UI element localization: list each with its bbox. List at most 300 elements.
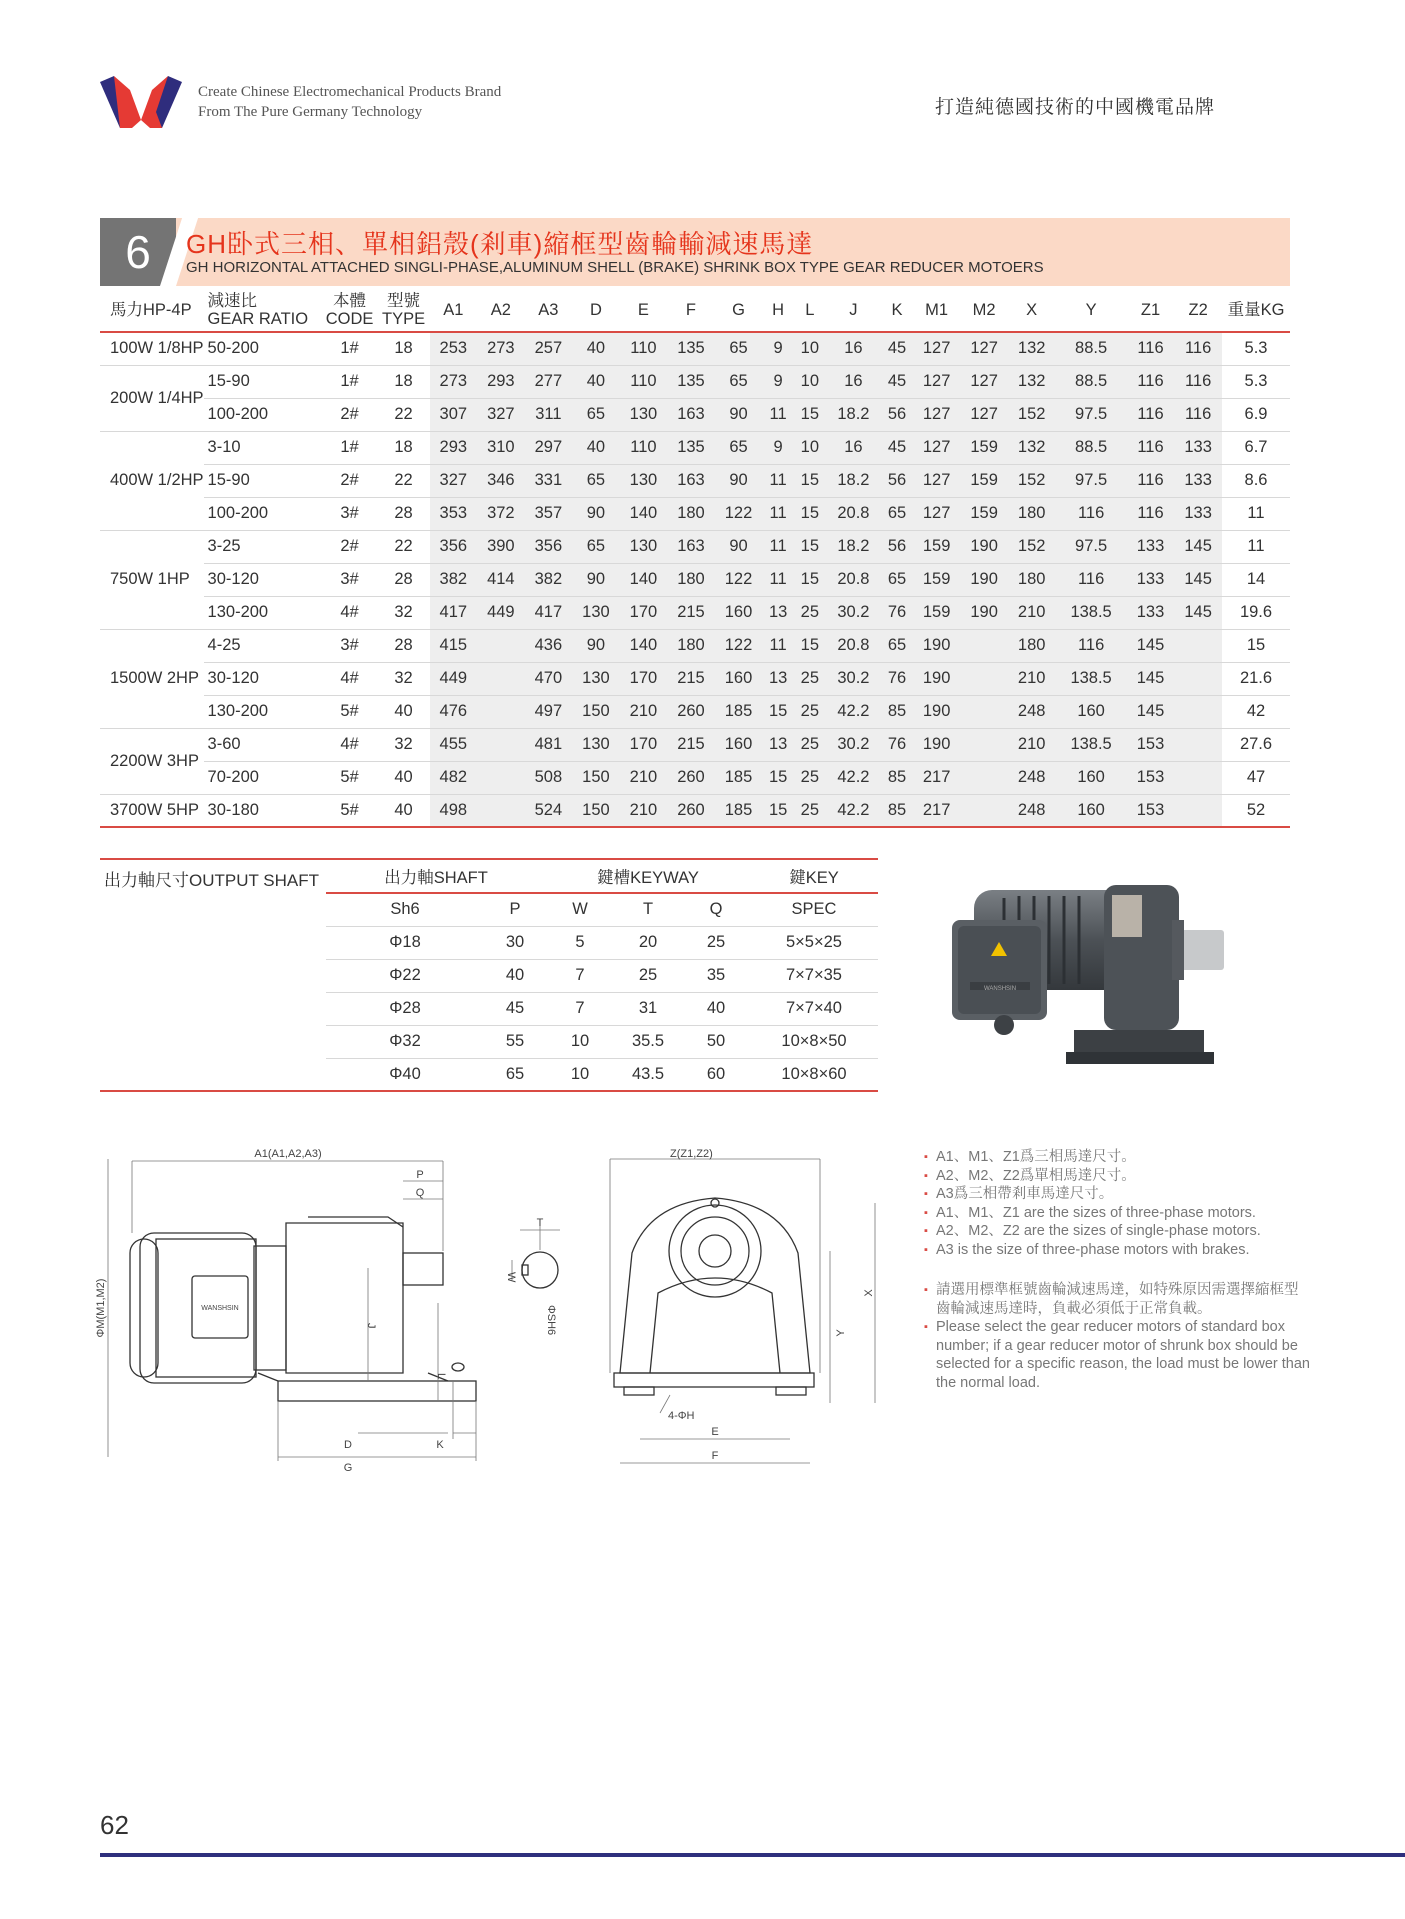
shaft-cell: 5 — [546, 926, 614, 959]
shaft-cell: 30 — [484, 926, 546, 959]
dim-cell: 382 — [430, 563, 478, 596]
weight-cell: 5.3 — [1222, 365, 1290, 398]
col-x: X — [1008, 288, 1056, 332]
dim-cell: 160 — [715, 596, 763, 629]
code-cell: 5# — [322, 695, 378, 728]
shaft-sub-p: P — [484, 893, 546, 926]
dim-cell: 170 — [620, 728, 668, 761]
dim-cell: 449 — [430, 662, 478, 695]
dim-cell: 293 — [477, 365, 525, 398]
code-cell: 3# — [322, 629, 378, 662]
shaft-cell: 7 — [546, 992, 614, 1025]
shaft-table-body — [326, 926, 878, 1091]
dim-f: F — [711, 1450, 719, 1462]
dim-cell: 116 — [1127, 431, 1175, 464]
table-row — [100, 398, 1290, 431]
dim-cell: 160 — [1055, 761, 1126, 794]
dim-cell: 13 — [762, 662, 794, 695]
dim-l: L — [435, 1373, 447, 1380]
table-row — [100, 464, 1290, 497]
dim-cell: 210 — [1008, 662, 1056, 695]
dim-cell: 130 — [572, 728, 620, 761]
dim-cell: 415 — [430, 629, 478, 662]
ratio-cell: 50-200 — [204, 332, 322, 365]
dim-cell: 85 — [881, 761, 913, 794]
dim-cell: 138.5 — [1055, 662, 1126, 695]
dim-cell: 15 — [762, 794, 794, 827]
hp-cell: 1500W 2HP — [100, 629, 204, 728]
weight-cell: 19.6 — [1222, 596, 1290, 629]
ratio-cell: 30-180 — [204, 794, 322, 827]
hp-cell: 400W 1/2HP — [100, 431, 204, 530]
dim-cell: 88.5 — [1055, 431, 1126, 464]
shaft-row — [326, 926, 878, 959]
dim-cell: 85 — [881, 695, 913, 728]
dim-cell: 20.8 — [826, 563, 881, 596]
dim-cell: 135 — [667, 365, 715, 398]
dim-cell: 13 — [762, 596, 794, 629]
dim-cell: 248 — [1008, 695, 1056, 728]
dim-cell: 190 — [913, 629, 961, 662]
dim-cell: 88.5 — [1055, 332, 1126, 365]
dim-cell: 455 — [430, 728, 478, 761]
dim-cell: 42.2 — [826, 695, 881, 728]
dim-d: D — [344, 1439, 352, 1451]
dim-cell: 260 — [667, 695, 715, 728]
shaft-section-drawing — [500, 1210, 570, 1340]
dim-cell: 153 — [1127, 728, 1175, 761]
dim-cell: 190 — [960, 563, 1008, 596]
weight-cell: 15 — [1222, 629, 1290, 662]
shaft-cell: 7 — [546, 959, 614, 992]
dim-cell: 65 — [715, 365, 763, 398]
shaft-cell: 43.5 — [614, 1058, 682, 1091]
dim-cell: 470 — [525, 662, 573, 695]
dim-cell: 11 — [762, 563, 794, 596]
code-cell: 2# — [322, 464, 378, 497]
shaft-cell: 20 — [614, 926, 682, 959]
dim-cell — [1174, 662, 1222, 695]
dim-cell: 133 — [1174, 431, 1222, 464]
dim-cell: 76 — [881, 728, 913, 761]
dim-cell: 327 — [430, 464, 478, 497]
dim-cell: 310 — [477, 431, 525, 464]
dim-cell: 135 — [667, 332, 715, 365]
dim-cell — [960, 794, 1008, 827]
dim-cell: 20.8 — [826, 629, 881, 662]
code-cell: 1# — [322, 332, 378, 365]
dim-cell: 132 — [1008, 332, 1056, 365]
ratio-cell: 130-200 — [204, 695, 322, 728]
ratio-cell: 100-200 — [204, 398, 322, 431]
dim-cell: 273 — [430, 365, 478, 398]
shaft-cell: 7×7×40 — [750, 992, 878, 1025]
weight-cell: 42 — [1222, 695, 1290, 728]
dim-cell: 116 — [1127, 464, 1175, 497]
dim-cell: 30.2 — [826, 596, 881, 629]
dim-cell: 15 — [794, 398, 826, 431]
hp-cell: 100W 1/8HP — [100, 332, 204, 365]
dim-cell: 331 — [525, 464, 573, 497]
dim-cell: 65 — [715, 431, 763, 464]
code-cell: 2# — [322, 530, 378, 563]
dim-cell — [1174, 761, 1222, 794]
shaft-sub-t: T — [614, 893, 682, 926]
dim-cell: 45 — [881, 332, 913, 365]
ratio-cell: 15-90 — [204, 365, 322, 398]
dim-cell — [1174, 728, 1222, 761]
dim-cell: 356 — [525, 530, 573, 563]
shaft-cell: 60 — [682, 1058, 750, 1091]
dim-cell: 508 — [525, 761, 573, 794]
dim-cell: 25 — [794, 728, 826, 761]
col-m2: M2 — [960, 288, 1008, 332]
table-row — [100, 629, 1290, 662]
dim-cell: 327 — [477, 398, 525, 431]
dim-cell — [477, 728, 525, 761]
dim-cell: 217 — [913, 794, 961, 827]
type-cell: 32 — [378, 596, 430, 629]
shaft-sub-header-row — [326, 893, 878, 926]
dim-cell: 152 — [1008, 398, 1056, 431]
dim-cell: 15 — [794, 563, 826, 596]
dim-cell: 16 — [826, 332, 881, 365]
dim-cell: 152 — [1008, 530, 1056, 563]
shaft-group-header-row — [326, 860, 878, 893]
code-cell: 4# — [322, 596, 378, 629]
header-slogan: 打造純德國技術的中國機電品牌 — [934, 97, 1215, 118]
dim-cell: 15 — [794, 464, 826, 497]
dim-cell: 159 — [960, 464, 1008, 497]
shaft-cell: 25 — [614, 959, 682, 992]
dim-cell: 210 — [620, 794, 668, 827]
dim-cell: 30.2 — [826, 662, 881, 695]
dim-cell: 65 — [881, 497, 913, 530]
dim-cell: 481 — [525, 728, 573, 761]
dim-cell: 135 — [667, 431, 715, 464]
dim-cell: 116 — [1174, 332, 1222, 365]
dim-cell: 185 — [715, 695, 763, 728]
dim-cell: 160 — [715, 662, 763, 695]
col-e: E — [620, 288, 668, 332]
col-weight: 重量KG — [1222, 288, 1290, 332]
ratio-cell: 3-60 — [204, 728, 322, 761]
dim-cell: 293 — [430, 431, 478, 464]
dim-cell: 127 — [960, 332, 1008, 365]
code-cell: 4# — [322, 662, 378, 695]
dim-cell: 76 — [881, 662, 913, 695]
weight-cell: 5.3 — [1222, 332, 1290, 365]
note-zh-selection: ▪ 請選用標準框號齒輪減速馬達，如特殊原因需選擇縮框型齒輪減速馬達時，負載必須低于正常負載。 — [924, 1281, 1310, 1318]
dim-sh6: ΦSH6 — [545, 1305, 557, 1336]
dim-cell: 215 — [667, 596, 715, 629]
dim-cell: 257 — [525, 332, 573, 365]
dim-cell: 160 — [715, 728, 763, 761]
dim-cell: 498 — [430, 794, 478, 827]
dim-cell: 25 — [794, 662, 826, 695]
shaft-cell: 10×8×50 — [750, 1025, 878, 1058]
dim-cell: 25 — [794, 761, 826, 794]
shaft-cell: 55 — [484, 1025, 546, 1058]
footer-rule — [100, 1853, 1405, 1857]
dim-cell: 215 — [667, 662, 715, 695]
dim-cell: 150 — [572, 695, 620, 728]
dim-cell: 110 — [620, 365, 668, 398]
col-h: H — [762, 288, 794, 332]
dim-cell: 180 — [667, 497, 715, 530]
col-z1: Z1 — [1127, 288, 1175, 332]
dim-cell: 127 — [960, 398, 1008, 431]
dim-cell: 159 — [960, 497, 1008, 530]
note-en-selection: ▪ Please select the gear reducer motors of standard box number; if a gear reducer motor of shrunk box should be selected for a specific reason, the load must be lower than the normal load. — [924, 1318, 1310, 1392]
dim-cell: 180 — [1008, 563, 1056, 596]
dim-cell: 15 — [794, 497, 826, 530]
dim-cell: 133 — [1127, 563, 1175, 596]
shaft-cell: Φ18 — [326, 926, 484, 959]
dim-cell: 160 — [1055, 695, 1126, 728]
type-cell: 32 — [378, 662, 430, 695]
dim-cell: 9 — [762, 431, 794, 464]
output-shaft-table — [326, 860, 878, 1092]
dim-cell: 40 — [572, 332, 620, 365]
dim-cell: 497 — [525, 695, 573, 728]
dim-cell: 153 — [1127, 761, 1175, 794]
notes — [924, 1148, 1310, 1392]
dim-cell: 190 — [913, 695, 961, 728]
dim-cell: 140 — [620, 629, 668, 662]
dim-cell: 76 — [881, 596, 913, 629]
weight-cell: 27.6 — [1222, 728, 1290, 761]
dim-cell: 353 — [430, 497, 478, 530]
dim-cell: 180 — [1008, 629, 1056, 662]
dim-cell: 390 — [477, 530, 525, 563]
shaft-cell: Φ22 — [326, 959, 484, 992]
ratio-cell: 15-90 — [204, 464, 322, 497]
table-row — [100, 761, 1290, 794]
note-en-1: ▪ A1、M1、Z1 are the sizes of three-phase motors. — [924, 1204, 1310, 1223]
dim-cell — [477, 794, 525, 827]
dim-j: J — [365, 1323, 377, 1329]
dim-cell — [960, 761, 1008, 794]
dim-cell: 133 — [1127, 530, 1175, 563]
dim-cell: 11 — [762, 497, 794, 530]
dim-cell: 97.5 — [1055, 398, 1126, 431]
dim-cell: 153 — [1127, 794, 1175, 827]
ratio-cell: 3-10 — [204, 431, 322, 464]
dim-cell — [960, 728, 1008, 761]
hp-cell: 750W 1HP — [100, 530, 204, 629]
section-title-en: GH HORIZONTAL ATTACHED SINGLI-PHASE,ALUMINUM SHELL (BRAKE) SHRINK BOX TYPE GEAR REDUCER MOTOERS — [186, 259, 1044, 276]
dim-cell: 190 — [960, 530, 1008, 563]
section-title-zh: GH卧式三相、單相鋁殼(剎車)縮框型齒輪輸減速馬達 — [186, 229, 814, 259]
dim-cell: 248 — [1008, 761, 1056, 794]
dim-cell: 449 — [477, 596, 525, 629]
dim-t: T — [536, 1217, 544, 1229]
dim-cell: 110 — [620, 332, 668, 365]
dim-cell: 85 — [881, 794, 913, 827]
dim-cell: 18.2 — [826, 464, 881, 497]
dim-cell: 133 — [1127, 596, 1175, 629]
type-cell: 22 — [378, 530, 430, 563]
table-row — [100, 563, 1290, 596]
weight-cell: 8.6 — [1222, 464, 1290, 497]
hp-cell: 3700W 5HP — [100, 794, 204, 827]
brand-logo-icon — [100, 76, 182, 128]
dim-cell: 482 — [430, 761, 478, 794]
dim-cell: 116 — [1055, 563, 1126, 596]
dim-cell: 180 — [667, 629, 715, 662]
dim-cell: 122 — [715, 629, 763, 662]
dim-cell: 15 — [762, 761, 794, 794]
dim-cell: 145 — [1174, 530, 1222, 563]
dim-cell: 145 — [1174, 596, 1222, 629]
dim-cell: 127 — [913, 464, 961, 497]
dim-cell: 159 — [913, 596, 961, 629]
col-code-en: CODE — [325, 309, 374, 328]
dim-cell: 133 — [1174, 497, 1222, 530]
photo-nameplate: WANSHSIN — [983, 986, 1017, 992]
shaft-sub-w: W — [546, 893, 614, 926]
col-a2: A2 — [477, 288, 525, 332]
note-en-2: ▪ A2、M2、Z2 are the sizes of single-phase motors. — [924, 1222, 1310, 1241]
table-row — [100, 662, 1290, 695]
code-cell: 5# — [322, 794, 378, 827]
dim-cell: 65 — [572, 464, 620, 497]
ratio-cell: 30-120 — [204, 563, 322, 596]
dim-cell: 145 — [1127, 629, 1175, 662]
dim-cell: 163 — [667, 530, 715, 563]
dim-cell: 159 — [913, 563, 961, 596]
dim-cell: 260 — [667, 794, 715, 827]
table-row — [100, 695, 1290, 728]
shaft-cell: 31 — [614, 992, 682, 1025]
weight-cell: 11 — [1222, 497, 1290, 530]
dim-cell: 116 — [1127, 497, 1175, 530]
dim-cell: 56 — [881, 398, 913, 431]
shaft-cell: 25 — [682, 926, 750, 959]
dim-w: W — [505, 1272, 517, 1283]
dim-cell: 185 — [715, 794, 763, 827]
dim-cell: 65 — [572, 530, 620, 563]
dim-cell: 9 — [762, 365, 794, 398]
dim-cell: 170 — [620, 662, 668, 695]
dim-cell: 116 — [1055, 497, 1126, 530]
dim-cell: 163 — [667, 398, 715, 431]
dim-cell: 138.5 — [1055, 728, 1126, 761]
dim-cell: 65 — [881, 563, 913, 596]
dim-cell: 65 — [715, 332, 763, 365]
dim-cell: 42.2 — [826, 761, 881, 794]
shaft-cell: Φ32 — [326, 1025, 484, 1058]
dim-cell: 9 — [762, 332, 794, 365]
dim-cell: 127 — [913, 398, 961, 431]
shaft-cell: Φ40 — [326, 1058, 484, 1091]
dim-cell — [1174, 794, 1222, 827]
table-row — [100, 728, 1290, 761]
dim-cell: 311 — [525, 398, 573, 431]
dim-cell: 273 — [477, 332, 525, 365]
col-g: G — [715, 288, 763, 332]
dim-cell: 152 — [1008, 464, 1056, 497]
ratio-cell: 100-200 — [204, 497, 322, 530]
dim-cell: 122 — [715, 563, 763, 596]
dim-cell: 356 — [430, 530, 478, 563]
col-f: F — [667, 288, 715, 332]
shaft-cell: 45 — [484, 992, 546, 1025]
dim-cell: 346 — [477, 464, 525, 497]
shaft-row — [326, 959, 878, 992]
dim-cell: 130 — [572, 662, 620, 695]
table-row — [100, 530, 1290, 563]
dim-cell: 97.5 — [1055, 464, 1126, 497]
shaft-cell: 65 — [484, 1058, 546, 1091]
col-a3: A3 — [525, 288, 573, 332]
dim-cell: 436 — [525, 629, 573, 662]
col-ratio-zh: 減速比 — [207, 291, 258, 310]
dim-cell: 159 — [960, 431, 1008, 464]
dim-cell: 215 — [667, 728, 715, 761]
weight-cell: 6.7 — [1222, 431, 1290, 464]
ratio-cell: 130-200 — [204, 596, 322, 629]
shaft-cell: 5×5×25 — [750, 926, 878, 959]
shaft-sub-q: Q — [682, 893, 750, 926]
dim-cell — [960, 662, 1008, 695]
type-cell: 40 — [378, 695, 430, 728]
brand-line-2: From The Pure Germany Technology — [198, 104, 423, 120]
dim-cell: 56 — [881, 530, 913, 563]
shaft-cell: Φ28 — [326, 992, 484, 1025]
dim-cell: 45 — [881, 431, 913, 464]
hp-cell: 2200W 3HP — [100, 728, 204, 794]
dim-cell: 90 — [572, 629, 620, 662]
dimension-table-body — [100, 332, 1290, 827]
shaft-group-key: 鍵KEY — [750, 860, 878, 893]
dim-cell: 185 — [715, 761, 763, 794]
shaft-row — [326, 1025, 878, 1058]
dim-cell: 190 — [960, 596, 1008, 629]
dim-cell: 132 — [1008, 431, 1056, 464]
dim-cell: 145 — [1127, 695, 1175, 728]
shaft-cell: 50 — [682, 1025, 750, 1058]
code-cell: 3# — [322, 563, 378, 596]
dim-cell: 11 — [762, 530, 794, 563]
dim-cell: 132 — [1008, 365, 1056, 398]
dim-cell: 130 — [572, 596, 620, 629]
dim-cell: 11 — [762, 398, 794, 431]
dim-cell: 90 — [572, 497, 620, 530]
dim-cell: 20.8 — [826, 497, 881, 530]
col-d: D — [572, 288, 620, 332]
type-cell: 32 — [378, 728, 430, 761]
dim-cell: 140 — [620, 563, 668, 596]
col-type — [378, 288, 430, 332]
shaft-cell: 35 — [682, 959, 750, 992]
dim-cell: 127 — [913, 431, 961, 464]
dim-cell — [960, 629, 1008, 662]
brand-line-1: Create Chinese Electromechanical Products Brand — [198, 84, 502, 100]
dim-cell: 150 — [572, 794, 620, 827]
dim-y: Y — [835, 1329, 847, 1337]
dim-cell: 127 — [913, 497, 961, 530]
dim-cell: 414 — [477, 563, 525, 596]
dim-cell: 11 — [762, 464, 794, 497]
dim-cell: 15 — [794, 629, 826, 662]
table-row — [100, 497, 1290, 530]
dim-cell: 248 — [1008, 794, 1056, 827]
dim-cell: 65 — [881, 629, 913, 662]
dim-cell: 15 — [762, 695, 794, 728]
dim-cell: 116 — [1127, 365, 1175, 398]
